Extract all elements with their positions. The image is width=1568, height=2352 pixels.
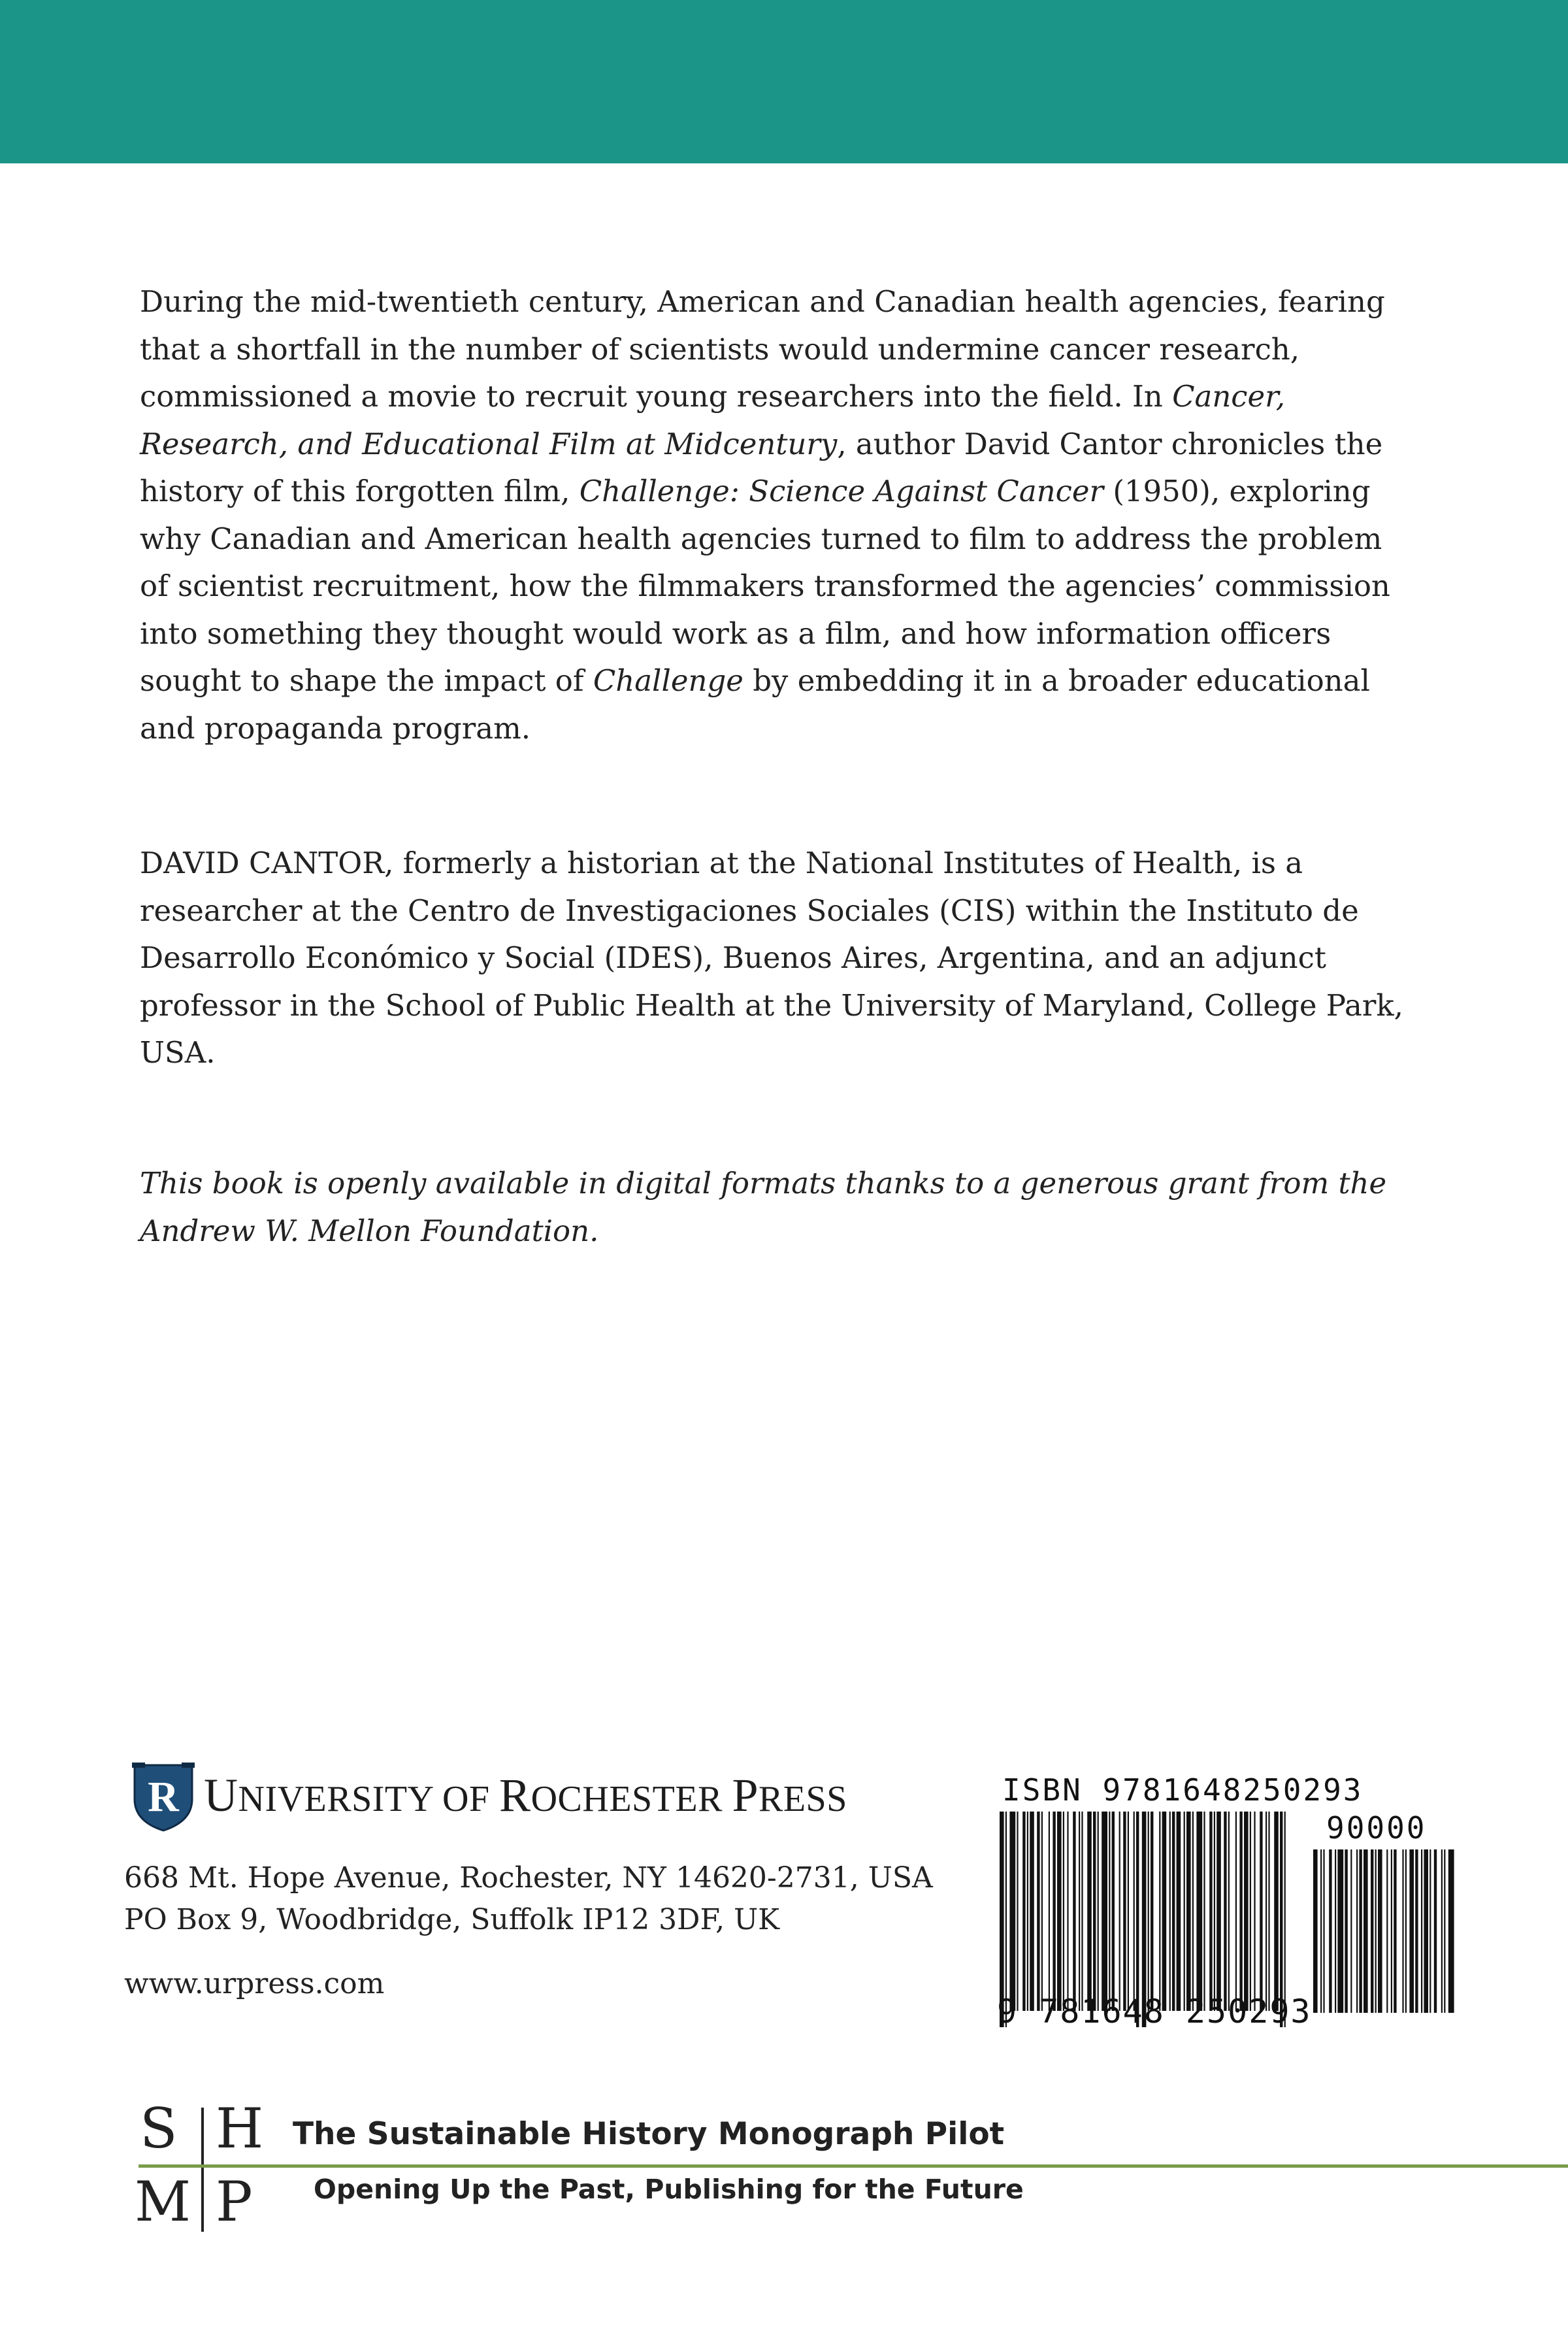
blurb-text-3: (1950), exploring why Canadian and American health agencies turned to film to address the problem of scientist recruitment, how the filmmakers transformed the agencies’ commission into something they thought would work as a film, and how information officers sought to shape the impact of <box>140 474 1390 698</box>
barcode-bar <box>1057 1812 1062 2011</box>
barcode-addon-bar <box>1444 1849 1445 2013</box>
barcode-addon-bar <box>1378 1849 1382 2013</box>
barcode-bar <box>1053 1812 1055 2011</box>
barcode-addon-bar <box>1429 1849 1431 2013</box>
press-website[interactable]: www.urpress.com <box>124 1967 385 2000</box>
isbn-label: ISBN 9781648250293 <box>1002 1772 1364 1808</box>
press-name <box>204 1766 847 1829</box>
barcode-addon-bar <box>1441 1849 1443 2013</box>
barcode-addon-bar <box>1391 1849 1392 2013</box>
press-shield-logo <box>131 1761 196 1833</box>
barcode-bar <box>1250 1812 1251 2011</box>
barcode-bar <box>1073 1812 1075 2011</box>
barcode-bar <box>1063 1812 1064 2011</box>
barcode-bar <box>1239 1812 1242 2011</box>
barcode-addon-bar <box>1421 1849 1422 2013</box>
film-title-italic: Challenge: Science Against Cancer <box>579 474 1104 508</box>
barcode-bar <box>1169 1812 1171 2011</box>
barcode-bar <box>1162 1812 1167 2011</box>
barcode-addon-bar <box>1345 1849 1347 2013</box>
shmp-letter-p: P <box>216 2170 253 2234</box>
barcode-bar <box>1177 1812 1181 2011</box>
shmp-letter-s: S <box>140 2096 178 2161</box>
barcode-bar <box>1093 1812 1096 2011</box>
barcode-bar <box>1027 1812 1028 2011</box>
author-bio: DAVID CANTOR, formerly a historian at the National Institutes of Health, is a researcher at the Centro de Investigaciones Sociales (CIS) within the Instituto de Desarrollo Económico y Social (IDES), Buenos Aires, Argentina, and an adjunct professor in the School of Public Health at the University of Maryland, College Park, USA. <box>140 846 1403 1070</box>
barcode-bar <box>1214 1812 1215 2011</box>
logo-letter: R <box>148 1773 179 1821</box>
book-description <box>140 278 1407 752</box>
shmp-letter-m: M <box>135 2170 191 2234</box>
barcode-bar <box>1102 1812 1107 2011</box>
barcode-bar <box>1081 1812 1083 2011</box>
barcode-bar <box>1159 1812 1160 2011</box>
barcode-addon-bar <box>1337 1849 1343 2013</box>
blurb-text-4: by embedding it in a broader educational and propaganda program. <box>140 663 1370 746</box>
barcode-bar <box>1260 1812 1262 2011</box>
barcode-addon-bar <box>1329 1849 1331 2013</box>
series-rule <box>139 2164 1568 2168</box>
press-name-p: P <box>732 1769 759 1821</box>
barcode-bar <box>1041 1812 1043 2011</box>
barcode-addon-label: 90000 <box>1326 1810 1427 1846</box>
press-name-u: U <box>204 1769 238 1821</box>
barcode-bar <box>1017 1812 1018 2011</box>
barcode-bar <box>1119 1812 1120 2011</box>
shmp-divider <box>201 2108 204 2232</box>
barcode-addon-bar <box>1364 1849 1368 2013</box>
blurb-text-2: , author David Cantor chronicles the history of this forgotten film, <box>140 426 1383 508</box>
barcode-bar <box>1224 1812 1226 2011</box>
barcode-bar <box>1134 1812 1135 2011</box>
barcode-addon-bar <box>1394 1849 1396 2013</box>
barcode-bar <box>1049 1812 1050 2011</box>
shmp-logo <box>135 2096 278 2235</box>
barcode-bar <box>1209 1812 1212 2011</box>
barcode-addon-bar <box>1448 1849 1454 2013</box>
barcode-bar <box>1266 1812 1267 2011</box>
address-us: 668 Mt. Hope Avenue, Rochester, NY 14620-2731, USA <box>124 1861 933 1895</box>
barcode-addon-bar <box>1386 1849 1388 2013</box>
barcode-addon-bar <box>1335 1849 1336 2013</box>
blurb-text-1: During the mid-twentieth century, American and Canadian health agencies, fearing that a shortfall in the number of scientists would undermine cancer research, commissioned a movie to recruit young researchers into the field. In <box>140 284 1385 414</box>
barcode-bar <box>1244 1812 1249 2011</box>
press-name-ress: RESS <box>758 1779 847 1819</box>
barcode-bar <box>1148 1812 1149 2011</box>
barcode-bar <box>1196 1812 1202 2011</box>
barcode-addon-bar <box>1409 1849 1414 2013</box>
barcode-addon-bar <box>1323 1849 1324 2013</box>
series-title: The Sustainable History Monograph Pilot <box>293 2116 1005 2152</box>
press-name-ochester: OCHESTER <box>531 1779 732 1819</box>
press-name-r: R <box>499 1769 531 1821</box>
barcode-bar <box>1184 1812 1185 2011</box>
barcode-bar <box>1123 1812 1126 2011</box>
barcode-addon-bar <box>1405 1849 1407 2013</box>
film-short-title-italic: Challenge <box>593 663 743 698</box>
series-tagline: Opening Up the Past, Publishing for the Future <box>314 2174 1024 2205</box>
barcode-bar <box>1022 1812 1025 2011</box>
barcode-bar <box>1079 1812 1080 2011</box>
shmp-letter-h: H <box>216 2096 264 2161</box>
barcode-bar <box>1067 1812 1068 2011</box>
grant-note: This book is openly available in digital formats thanks to a generous grant from the Andrew W. Mellon Foundation. <box>140 1166 1387 1248</box>
barcode-bar <box>1112 1812 1115 2011</box>
barcode-bar <box>1087 1812 1092 2011</box>
barcode-bar <box>1098 1812 1099 2011</box>
address-uk: PO Box 9, Woodbridge, Suffolk IP12 3DF, UK <box>124 1903 780 1936</box>
barcode-bar <box>1235 1812 1237 2011</box>
barcode-bar <box>1172 1812 1175 2011</box>
barcode-bar <box>1192 1812 1194 2011</box>
barcode-addon-bar <box>1356 1849 1358 2013</box>
barcode-addon-bar <box>1313 1849 1318 2013</box>
barcode-bar <box>1228 1812 1230 2011</box>
barcode-digits: 9 781648 250293 <box>997 1993 1312 2030</box>
barcode-bar <box>1186 1812 1191 2011</box>
barcode-addon-bar <box>1371 1849 1373 2013</box>
barcode-addon-bar <box>1434 1849 1437 2013</box>
barcode-bar <box>1030 1812 1034 2011</box>
barcode-bar <box>1274 1812 1279 2011</box>
barcode-bar <box>1151 1812 1153 2011</box>
book-title-italic: Cancer, Research, and Educational Film at Midcentury <box>140 379 1286 461</box>
barcode-addon-bar <box>1415 1849 1418 2013</box>
barcode-addon-bar <box>1320 1849 1322 2013</box>
barcode-bar <box>1254 1812 1255 2011</box>
barcode-bar <box>1268 1812 1269 2011</box>
barcode-addon-bar <box>1350 1849 1352 2013</box>
barcode-bar <box>1128 1812 1129 2011</box>
top-color-band <box>0 0 1568 163</box>
press-name-niversity: NIVERSITY OF <box>238 1779 500 1819</box>
barcode-bar <box>1109 1812 1110 2011</box>
barcode-bar <box>1203 1812 1205 2011</box>
barcode-addon-bar <box>1375 1849 1377 2013</box>
barcode-bar <box>1217 1812 1221 2011</box>
barcode-addon-bar <box>1402 1849 1403 2013</box>
barcode-addon-bar <box>1424 1849 1428 2013</box>
barcode-bar <box>1037 1812 1039 2011</box>
barcode-addon-bar <box>1359 1849 1362 2013</box>
barcode-bar <box>1009 1812 1015 2011</box>
